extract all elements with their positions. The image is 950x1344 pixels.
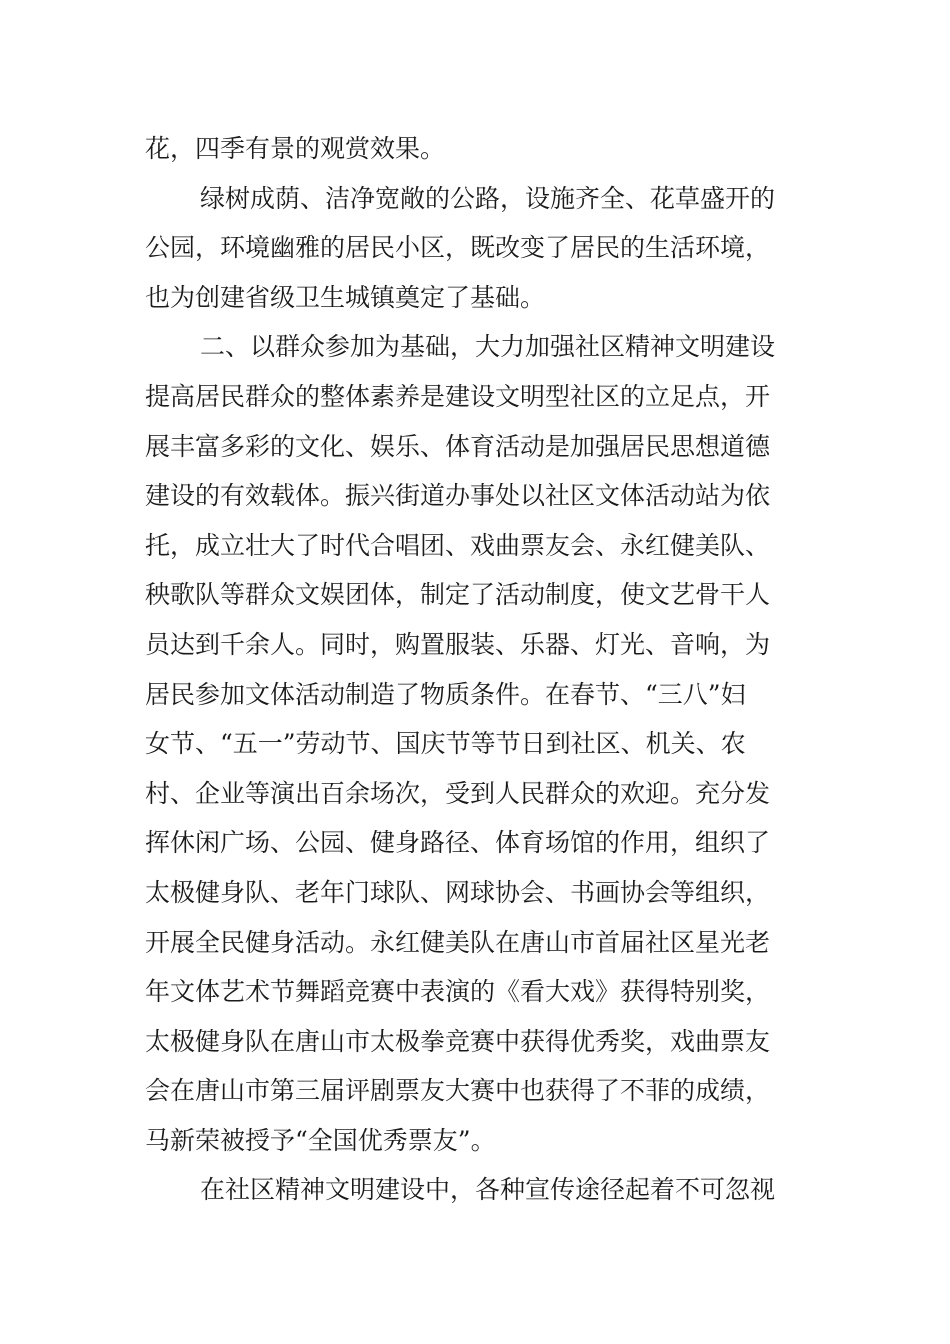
text-line: 村、企业等演出百余场次，受到人民群众的欢迎。充分发 (145, 778, 771, 808)
text-line: 提高居民群众的整体素养是建设文明型社区的立足点，开 (145, 381, 771, 411)
text-line: 居民参加文体活动制造了物质条件。在春节、“三八”妇 (145, 679, 746, 709)
text-line: 也为创建省级卫生城镇奠定了基础。 (145, 282, 546, 312)
text-line: 展丰富多彩的文化、娱乐、体育活动是加强居民思想道德 (145, 431, 771, 461)
body-text (145, 124, 805, 1215)
text-line: 年文体艺术节舞蹈竞赛中表演的《看大戏》获得特别奖， (145, 977, 771, 1007)
section-heading: 二、以群众参加为基础，大力加强社区精神文明建设 (200, 332, 776, 362)
text-line: 挥休闲广场、公园、健身路径、体育场馆的作用，组织了 (145, 828, 771, 858)
text-line: 太极健身队在唐山市太极拳竞赛中获得优秀奖，戏曲票友 (145, 1026, 771, 1056)
text-line: 秧歌队等群众文娱团体，制定了活动制度，使文艺骨干人 (145, 580, 771, 610)
paragraph-first-line: 绿树成荫、洁净宽敞的公路，设施齐全、花草盛开的 (200, 183, 776, 213)
text-line: 女节、“五一”劳动节、国庆节等节日到社区、机关、农 (145, 729, 746, 759)
text-line: 会在唐山市第三届评剧票友大赛中也获得了不菲的成绩， (145, 1076, 771, 1106)
text-line: 太极健身队、老年门球队、网球协会、书画协会等组织， (145, 877, 771, 907)
paragraph-first-line: 在社区精神文明建设中，各种宣传途径起着不可忽视 (200, 1175, 776, 1205)
text-line: 马新荣被授予“全国优秀票友”。 (145, 1125, 496, 1155)
text-line: 公园，环境幽雅的居民小区，既改变了居民的生活环境， (145, 233, 771, 263)
text-line: 员达到千余人。同时，购置服装、乐器、灯光、音响，为 (145, 629, 771, 659)
text-line: 托，成立壮大了时代合唱团、戏曲票友会、永红健美队、 (145, 530, 771, 560)
text-line: 建设的有效载体。振兴街道办事处以社区文体活动站为依 (145, 481, 771, 511)
text-line: 花，四季有景的观赏效果。 (145, 134, 446, 163)
text-line: 开展全民健身活动。永红健美队在唐山市首届社区星光老 (145, 927, 771, 957)
